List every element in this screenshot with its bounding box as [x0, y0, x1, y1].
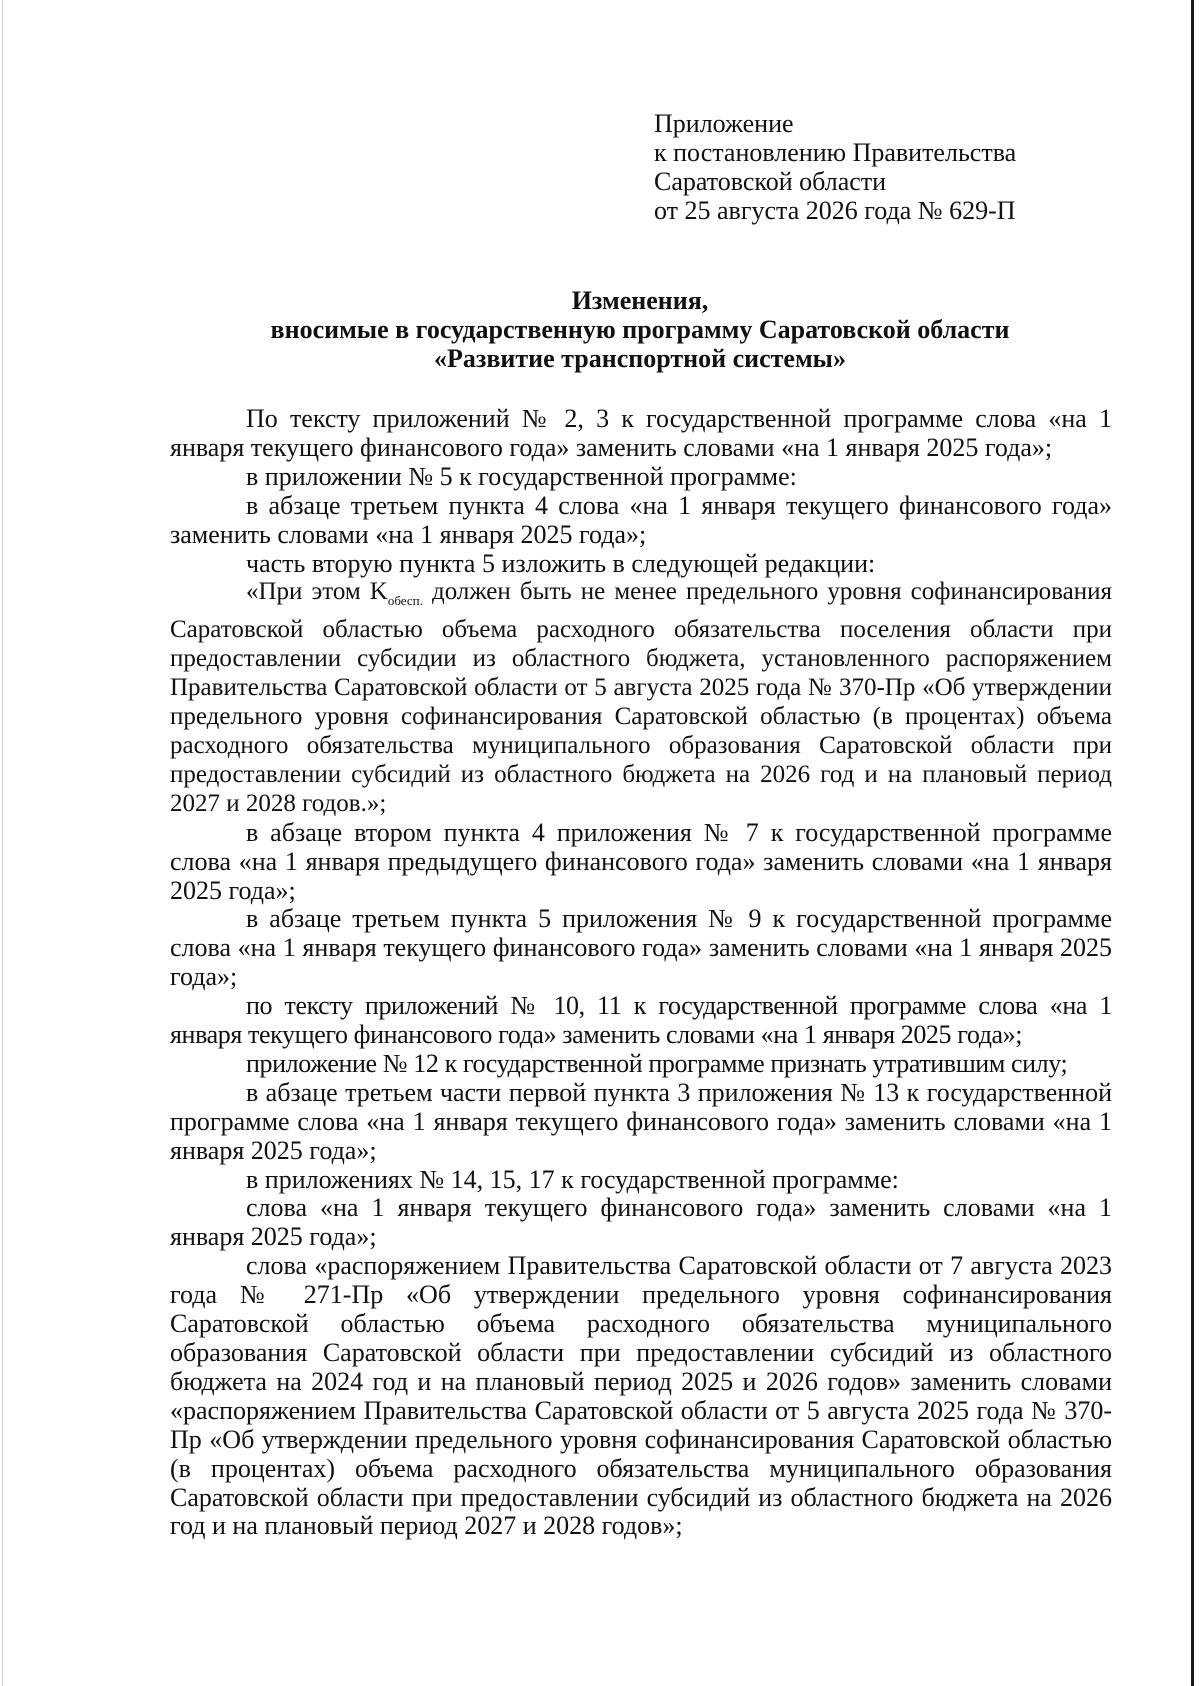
coefficient-subscript: обесп. — [387, 593, 423, 609]
paragraph-8: по тексту приложений № 10, 11 к государственной программе слова «на 1 января текущего финансового года» заменить словами «на 1 января 2025 года»; — [170, 991, 1112, 1050]
paragraph-4: часть вторую пункта 5 изложить в следующей редакции: — [246, 548, 876, 578]
paragraph-10: в абзаце третьем части первой пункта 3 приложения № 13 к государственной программе слова «на 1 января текущего финансового года» заменить словами «на 1 января 2025 года»; — [170, 1077, 1112, 1165]
paragraph-13: слова «распоряжением Правительства Саратовской области от 7 августа 2023 года № 271-Пр «Об утверждении предельного уровня софинансирования Саратовской областью объема расходного обязательства муниципального образования Саратовской области при предоставлении субсидий из областного бюджета на 2024 год и на плановый период 2025 и 2026 годов» заменить словами «распоряжением Правительства Саратовской области от 5 августа 2025 года № 370-Пр «Об утверждении предельного уровня софинансирования Саратовской областью (в процентах) объема расходного обязательства муниципального образования Саратовской области при предоставлении субсидий из областного бюджета на 2026 год и на плановый период 2027 и 2028 годов»; — [170, 1251, 1112, 1541]
document-body — [170, 405, 1112, 1541]
paragraph-12: слова «на 1 января текущего финансового года» заменить словами «на 1 января 2025 года»; — [170, 1193, 1112, 1252]
scan-edge-right — [1191, 0, 1194, 1686]
header-line-3: Саратовской области — [654, 167, 887, 196]
paragraph-11: в приложениях № 14, 15, 17 к государственной программе: — [246, 1164, 899, 1194]
title-line-1: Изменения, — [571, 286, 709, 315]
appendix-header — [654, 109, 1016, 225]
paragraph-9: приложение № 12 к государственной программе признать утратившим силу; — [246, 1048, 1068, 1078]
title-line-3: «Развитие транспортной системы» — [434, 344, 846, 373]
paragraph-7: в абзаце третьем пункта 5 приложения № 9 к государственной программе слова «на 1 января текущего финансового года» заменить словами «на 1 января 2025 года»; — [170, 904, 1112, 992]
scan-edge-left — [2, 0, 3, 1686]
document-title — [170, 286, 1110, 373]
paragraph-1: По тексту приложений № 2, 3 к государственной программе слова «на 1 января текущего финансового года» заменить словами «на 1 января 2025 года»; — [170, 404, 1112, 462]
paragraph-5-start: «При этом K — [246, 578, 388, 606]
paragraph-2: в приложении № 5 к государственной программе: — [246, 461, 797, 491]
paragraph-3: в абзаце третьем пункта 4 слова «на 1 января текущего финансового года» заменить словами «на 1 января 2025 года»; — [170, 490, 1112, 549]
paragraph-5-rest: должен быть не менее предельного уровня софинансирования Саратовской областью объема расходного обязательства поселения области при предоставлении субсидии из областного бюджета, установленного распоряжением Правительства Саратовской области от 5 августа 2025 года № 370-Пр «Об утверждении предельного уровня софинансирования Саратовской областью (в процентах) объема расходного обязательства муниципального образования Саратовской области при предоставлении субсидий из областного бюджета на 2026 год и на плановый период 2027 и 2028 годов.»; — [170, 578, 1112, 817]
header-line-4: от 25 августа 2026 года № 629-П — [654, 196, 1016, 225]
paragraph-6: в абзаце втором пункта 4 приложения № 7 к государственной программе слова «на 1 января предыдущего финансового года» заменить словами «на 1 января 2025 года»; — [170, 817, 1112, 905]
header-line-2: к постановлению Правительства — [654, 138, 1017, 167]
header-line-1: Приложение — [654, 109, 794, 138]
paragraph-5 — [170, 578, 1112, 818]
title-line-2: вносимые в государственную программу Саратовской области — [270, 315, 1010, 344]
